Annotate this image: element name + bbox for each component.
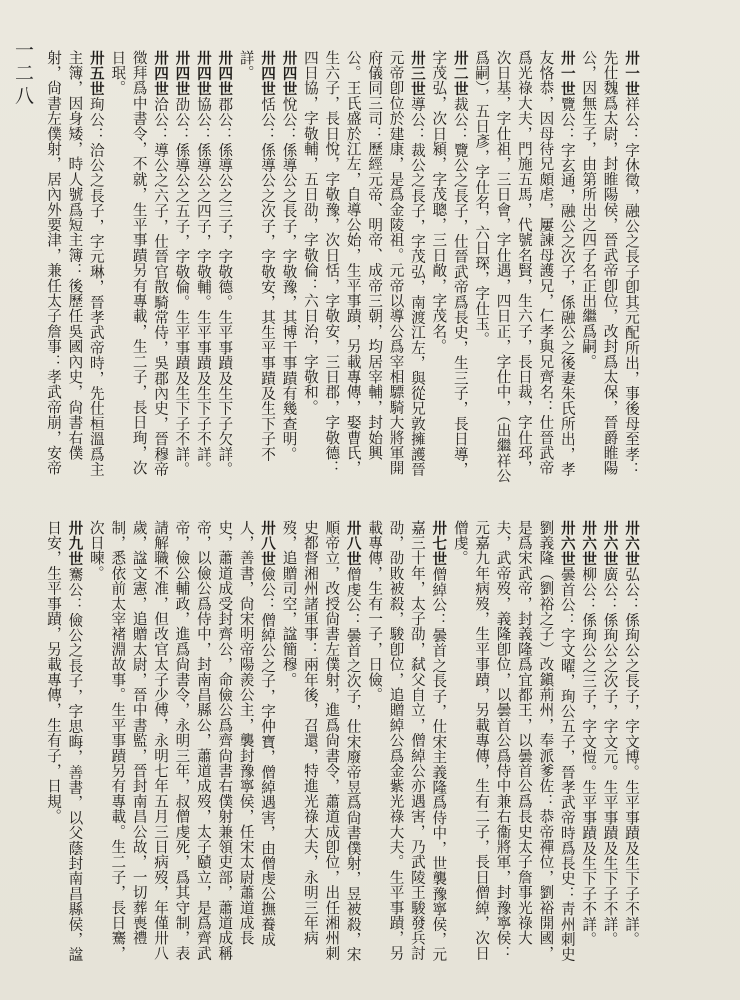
entry-36-tanshou: 卅六世曇首公：字文曜，珣公五子，晉孝武帝時爲長史：靑州刺史劉義隆（劉裕之子）改鎭荊州，奉派爹佐：恭帝禪位，劉裕開國，是爲宋武帝，封義隆爲宜都王，以曇首公爲長史太子詹事光祿大夫，武帝歿，義隆卽位，以曇首公爲侍中兼右衞將軍，封豫寧侯：元嘉九年病歿，生平事蹟，另載專傳，生有二子，長日僧綽，次日僧虔。 bbox=[451, 520, 576, 963]
entry-38-jian: 卅八世儉公：僧綽公之子，字仲寶，僧綽遇害，由僧虔公撫養成人，善書，尙宋明帝陽羨公主，襲封豫寧侯，任宋太尉蕭道成長史，蕭道成受封齊公，命儉公爲齊尙書右僕射兼領吏部，蕭道成稱帝，以儉公爲侍中，封南昌縣公，蕭道成歿，太子賾立，是爲齊武帝，儉公輔政，進爲尙書令，永明三年，叔僧虔死，爲其守制，表請解職不准，但改官太子少傅，永明七年五月三日病歿，年僅卅八歲，諡文憲，追贈太尉，晉中書監，晉封南昌公故，一切葬喪禮制，悉依前太宰褚淵故事。生平事蹟另有專載。生二子，長日騫，次日暕。 bbox=[87, 520, 277, 961]
entry-40-gui bbox=[42, 520, 43, 970]
entry-32-cai: 卅二世裁公：覽公之長子，仕晉武帝爲長史，生三子，長日導，字茂弘，次日潁，字茂聰，三日敞，字茂名。 bbox=[430, 50, 469, 477]
entry-35-xun: 卅五世珣公：洽公之長子，字元琳，晉孝武帝時，先仕桓溫爲主主簿，因身矮，時人號爲短主簿：後歷任吳國內史，尙書右僕射，尙書左僕射，居內外要津，兼任太子詹事：孝武帝崩，安帝 bbox=[45, 50, 105, 477]
entry-31-xiang: 卅一世祥公：字休徵，融公之長子卽其元配所出，事後母至孝：先仕魏爲太尉，封睢陽侯，晉武帝卽位，改封爲太保，晉爵睢陽公，因無生子，由第所出之四子名正出繼爲嗣。 bbox=[580, 50, 640, 477]
entry-34-qia: 卅四世洽公：導公之六子，仕晉官散騎常侍，吳郡內史，晉穆帝徵拜爲中書令，不就，生平事蹟另有專載，生二子，長日珣，次日珉。 bbox=[109, 50, 170, 477]
entry-34-shao: 卅四世劭公：係導公之五子，字敬倫。生平事蹟及生下子不詳。 bbox=[173, 50, 191, 477]
entry-34-tian: 卅四世恬公：係導公之次子，字敬安，其生平事蹟及生下子不詳。 bbox=[237, 50, 277, 462]
entry-36-liu: 卅六世柳公：係珣公之三子，字文愷。生平事蹟及生下子不詳。 bbox=[580, 520, 598, 947]
entry-36-guang: 卅六世廣公：係珣公之次子，字文元。生平事蹟及生下子不詳。 bbox=[601, 520, 619, 947]
entry-34-jun: 卅四世郡公：係導公之三子，字敬德。生平事蹟及生下子欠詳。 bbox=[216, 50, 234, 477]
top-section bbox=[42, 50, 642, 490]
entry-39-qian: 卅九世騫公：儉公之長子，字思晦，善書，以父蔭封南昌縣侯，諡日安，生平事蹟，另載專傳，生有子，日規。 bbox=[45, 520, 84, 963]
entry-34-xie: 卅四世協公：係導公之四子，字敬輔。生平事蹟及生下子不詳。 bbox=[194, 50, 212, 477]
entry-38-sengqian: 卅八世僧虔公：曇首之次子，仕宋廢帝昱爲尙書僕射，昱被殺，宋順帝立，改授尙書左僕射，進爲尙書令，蕭道成卽位，出任湘州刺史都督湘州諸軍事：兩年後，召還，特進光祿大夫，永明三年病歿，追贈司空，諡簡穆。 bbox=[280, 520, 362, 963]
page-number: 一二八 bbox=[12, 40, 34, 109]
entry-37-sengchuo: 卅七世僧綽公：曇首之長子，仕宋主義隆爲侍中，世襲豫寧侯，元嘉三十年，太子劭，弑父自立，僧綽公亦遇害，乃武陵王駿發兵討劭，劭敗被殺，駿卽位，追贈綽公爲金紫光祿大夫。生平事蹟，另載專傳，生有一子，日儉。 bbox=[366, 520, 448, 963]
entry-36-hong: 卅六世弘公：係珣公之長子，字文博。生平事蹟及生下子不詳。 bbox=[623, 520, 640, 947]
entry-33-dao: 卅三世導公：裁公之長子，字茂弘，南渡江左，與從兄敦擁護晉元帝卽位於建康，是爲金陵祖。元帝以導公爲宰相驃騎大將軍開府儀同三司：歷經元帝、明帝、成帝三朝，均居宰輔，封始興公。王氏盛於江左，自導公始，生平事蹟，另載專傳，娶曹氏，生六子，長日悅，字敬豫，次日恬，字敬安，三日郡，字敬德：四日協，字敬輔，五日劭，字敬倫：六日治，字敬和。 bbox=[301, 50, 426, 477]
entry-34-yue: 卅四世悅公：係導公之長子，字敬豫，其博干事蹟有幾查明。 bbox=[280, 50, 298, 462]
bottom-section bbox=[42, 520, 642, 970]
entry-31-lan: 卅一世覽公：字玄通，融公之次子，係融公之後妻朱氏所出，孝友恪恭，因母待兄頗虐，屢諫母護兄，仁孝與兄齊名：仕晉武帝爲光祿大夫，門施五馬，代號名賢，生六子，長日裁，字仕邳，次日基，字仕祖，三日會，字仕遇，四日正，字仕中，（出繼祥公爲嗣），五日彥，字仕名，六日琛，字仕玉。 bbox=[473, 50, 576, 484]
